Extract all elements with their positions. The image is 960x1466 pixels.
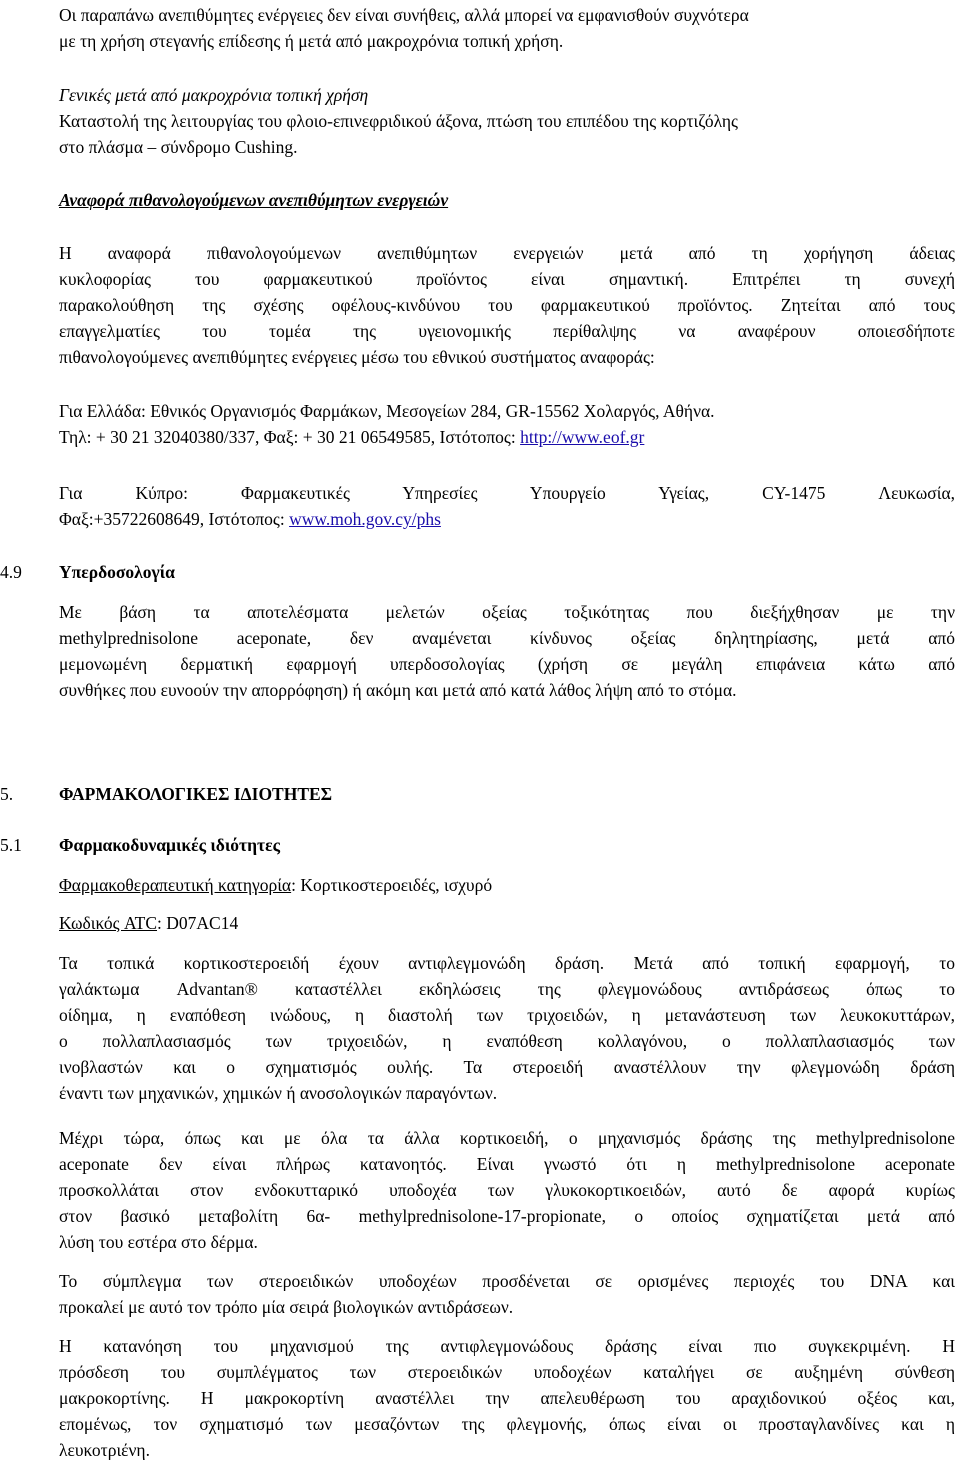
pd-line: επομένως, τον σχηματισμό των μεσαζόντων της φλεγμονής, όπως είναι οι προσταγλανδίνες και η [59, 1414, 955, 1434]
reporting-line: Η αναφορά πιθανολογούμενων ανεπιθύμητων ενεργειών μετά από τη χορήγηση άδειας [59, 243, 955, 263]
overdose-line: συνθήκες που ευνοούν την απορρόφηση) ή ακόμη και μετά από κατά λάθος λήψη από το στόμα. [59, 680, 737, 700]
overdose-heading-row [0, 559, 960, 585]
general-heading: Γενικές μετά από μακροχρόνια τοπική χρήση [59, 85, 369, 105]
section-heading: ΦΑΡΜΑΚΟΛΟΓΙΚΕΣ ΙΔΙΟΤΗΤΕΣ [59, 784, 333, 804]
pd-line: στον βασικό μεταβολίτη 6α- methylprednisolone-17-propionate, ο οποίος σχηματίζεται μετά από [59, 1206, 955, 1226]
pd-line: ινοβλαστών και ο σχηματισμός ουλής. Τα στεροειδή αναστέλλουν την φλεγμονώδη δράση [59, 1057, 955, 1077]
cyprus-contact [59, 480, 955, 532]
greece-phone-line [59, 424, 955, 450]
greece-contact [59, 398, 955, 450]
pd-line: Τα τοπικά κορτικοστεροειδή έχουν αντιφλεγμονώδη δράση. Μετά από τοπική εφαρμογή, το [59, 953, 955, 973]
pd-line: προσκολλάται στον ενδοκυτταρικό υποδοχέα των γλυκοκορτικοειδών, αυτό δε αφορά κυρίως [59, 1180, 955, 1200]
pd-line: Η κατανόηση του μηχανισμού της αντιφλεγμονώδους δράσης είναι πιο συγκεκριμένη. Η [59, 1336, 955, 1356]
general-section [59, 82, 955, 160]
cyprus-website-link[interactable]: www.moh.gov.cy/phs [289, 509, 441, 529]
pd-paragraph-4 [59, 1333, 955, 1463]
pharmacotherapeutic-category [59, 872, 955, 898]
reporting-line: επαγγελματίες του τομέα της υγειονομικής περίθαλψης να αναφέρουν οποιεσδήποτε [59, 321, 955, 341]
atc-value: : D07AC14 [157, 913, 239, 933]
general-line: στο πλάσμα – σύνδρομο Cushing. [59, 137, 298, 157]
category-value: : Κορτικοστεροειδές, ισχυρό [291, 875, 493, 895]
reporting-heading: Αναφορά πιθανολογούμενων ανεπιθύμητων ενεργειών [59, 190, 449, 210]
reporting-line: κυκλοφορίας του φαρμακευτικού προϊόντος είναι σημαντική. Επιτρέπει τη συνεχή [59, 269, 955, 289]
section5-heading-row [0, 781, 960, 807]
intro-line: με τη χρήση στεγανής επίδεσης ή μετά από μακροχρόνια τοπική χρήση. [59, 31, 564, 51]
overdose-paragraph [59, 599, 955, 703]
reporting-line: παρακολούθηση της σχέσης οφέλους-κινδύνου του φαρμακευτικού προϊόντος. Ζητείται από τους [59, 295, 955, 315]
section-number: 5.1 [0, 835, 22, 855]
pd-paragraph-2 [59, 1125, 955, 1255]
pd-line: οίδημα, η εναπόθεση ινώδους, η διαστολή των τριχοειδών, η μετανάστευση των λευκοκυττάρων, [59, 1005, 955, 1025]
reporting-paragraph [59, 240, 955, 370]
pd-line: aceponate δεν είναι πλήρως κατανοητός. Είναι γνωστό ότι η methylprednisolone aceponate [59, 1154, 955, 1174]
greece-website-link[interactable]: http://www.eof.gr [520, 427, 645, 447]
section-number: 4.9 [0, 562, 22, 582]
pd-line: ο πολλαπλασιασμός των τριχοειδών, η εναπόθεση κολλαγόνου, ο πολλαπλασιασμός των [59, 1031, 955, 1051]
intro-paragraph [59, 2, 955, 54]
intro-line: Οι παραπάνω ανεπιθύμητες ενέργειες δεν είναι συνήθεις, αλλά μπορεί να εμφανισθούν συχνότερα [59, 5, 749, 25]
section-heading: Φαρμακοδυναμικές ιδιότητες [59, 835, 280, 855]
reporting-line: πιθανολογούμενες ανεπιθύμητες ενέργειες μέσω του εθνικού συστήματος αναφοράς: [59, 347, 655, 367]
pd-line: γαλάκτωμα Advantan® καταστέλλει εκδηλώσεις της φλεγμονώδους αντιδράσεως όπως το [59, 979, 955, 999]
greece-address: Για Ελλάδα: Εθνικός Οργανισμός Φαρμάκων, Μεσογείων 284, GR-15562 Χολαργός, Αθήνα. [59, 401, 715, 421]
section-heading: Υπερδοσολογία [59, 562, 175, 582]
category-label: Φαρμακοθεραπευτική κατηγορία [59, 875, 292, 895]
reporting-heading-block [59, 187, 955, 213]
pd-line: λευκοτριένη. [59, 1440, 150, 1460]
atc-label: Κωδικός ATC [59, 913, 158, 933]
overdose-line: methylprednisolone aceponate, δεν αναμένεται κίνδυνος οξείας δηλητηρίασης, μετά από [59, 628, 955, 648]
section-number: 5. [0, 784, 14, 804]
pd-paragraph-1 [59, 950, 955, 1106]
section51-heading-row [0, 832, 960, 858]
pd-line: λύση του εστέρα στο δέρμα. [59, 1232, 258, 1252]
general-line: Καταστολή της λειτουργίας του φλοιο-επινεφριδικού άξονα, πτώση του επιπέδου της κορτιζόλης [59, 111, 738, 131]
pd-line: Μέχρι τώρα, όπως και με όλα τα άλλα κορτικοειδή, ο μηχανισμός δράσης της methylprednisolone [59, 1128, 955, 1148]
pd-line: πρόσδεση του συμπλέγματος των στεροειδικών υποδοχέων καταλήγει σε αυξημένη σύνθεση [59, 1362, 955, 1382]
pd-line: προκαλεί με αυτό τον τρόπο μία σειρά βιολογικών αντιδράσεων. [59, 1297, 514, 1317]
overdose-line: Με βάση τα αποτελέσματα μελετών οξείας τοξικότητας που διεξήχθησαν με την [59, 602, 955, 622]
pd-line: Το σύμπλεγμα των στεροειδικών υποδοχέων προσδένεται σε ορισμένες περιοχές του DNA και [59, 1271, 955, 1291]
pd-line: μακροκορτίνης. Η μακροκορτίνη αναστέλλει την απελευθέρωση του αραχιδονικού οξέος και, [59, 1388, 955, 1408]
overdose-line: μεμονωμένη δερματική εφαρμογή υπερδοσολογίας (χρήση σε μεγάλη επιφάνεια κάτω από [59, 654, 955, 674]
atc-code [59, 910, 955, 936]
pd-paragraph-3 [59, 1268, 955, 1320]
pd-line: έναντι των μηχανικών, χημικών ή ανοσολογικών παραγόντων. [59, 1083, 498, 1103]
cyprus-address: Για Κύπρο: Φαρμακευτικές Υπηρεσίες Υπουργείο Υγείας, CY-1475 Λευκωσία, [59, 483, 955, 503]
cyprus-fax: Φαξ:+35722608649, Ιστότοπος: [59, 509, 290, 529]
cyprus-fax-line [59, 506, 955, 532]
greece-phone: Τηλ: + 30 21 32040380/337, Φαξ: + 30 21 06549585, Ιστότοπος: [59, 427, 521, 447]
